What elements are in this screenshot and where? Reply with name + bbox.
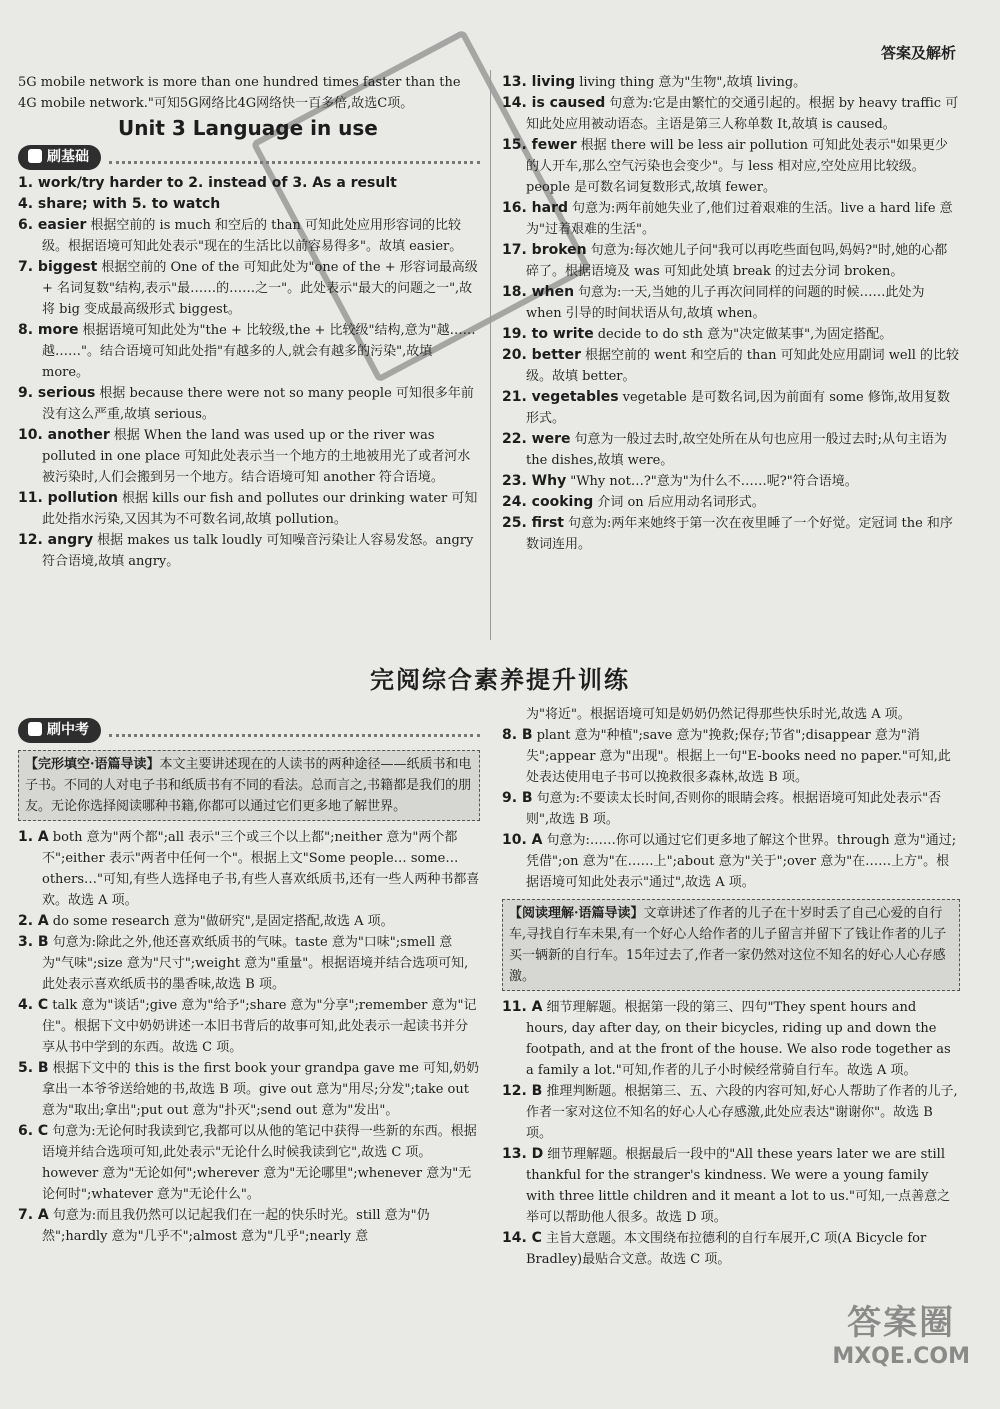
dotted-rule xyxy=(109,724,480,737)
guide-text: 文章讲述了作者的儿子在十岁时丢了自己心爱的自行车,寻找自行车未果,有一个好心人给作者的儿子留言并留下了钱让作者的儿子买一辆新的自行车。15年过去了,作者一家仍然对这位不知名的好心人心存感激。 xyxy=(509,906,947,984)
unit-title: Unit 3 Language in use xyxy=(118,116,378,140)
reading-guide xyxy=(502,899,960,991)
reading-guide xyxy=(18,750,480,821)
answer-item: 19. to write decide to do sth 意为"决定做某事",为固定搭配。 xyxy=(502,326,893,342)
site-watermark xyxy=(832,1295,970,1369)
answer-item: 7. biggest 根据空前的 One of the 可知此处为"one of the + 形容词最高级 + 名词复数"结构,表示"最……的……之一"。此处表示"最大的问题之一",故将 big 变成最高级形式 biggest。 xyxy=(18,259,478,317)
answer-item: 10. another 根据 When the land was used up or the river was polluted in one place 可知此处表示当一个地方的土地被用光了或者河水被污染时,人们会搬到另一个地方。结合语境可知 another 符合语境。 xyxy=(18,427,471,485)
answer-item: 24. cooking 介词 on 后应用动名词形式。 xyxy=(502,494,765,510)
answer-item: 4. C talk 意为"谈话";give 意为"给予";share 意为"分享";remember 意为"记住"。根据下文中奶奶讲述一本旧书背后的故事可知,此处表示一起读书并分享从书中学到的东西。故选 C 项。 xyxy=(18,997,477,1055)
answer-item: 16. hard 句意为:两年前她失业了,他们过着艰难的生活。live a hard life 意为"过着艰难的生活"。 xyxy=(502,200,953,237)
answer-item: 20. better 根据空前的 went 和空后的 than 可知此处应用副词 well 的比较级。故填 better。 xyxy=(502,347,960,384)
watermark-logo: 答案圈 xyxy=(847,1303,956,1343)
guide-text: 本文主要讲述现在的人读书的两种途径——纸质书和电子书。不同的人对电子书和纸质书有不同的看法。总而言之,书籍都是我们的朋友。无论你选择阅读哪种书籍,你都可以通过它们更多地了解世界。 xyxy=(25,757,472,814)
answer-item: 15. fewer 根据 there will be less air pollution 可知此处表示"如果更少的人开车,那么空气污染也会变少"。与 less 相对应,空处应用比较级。people 是可数名词复数形式,故填 fewer。 xyxy=(502,137,949,195)
column-divider xyxy=(490,70,491,640)
answer-item: 23. Why "Why not…?"意为"为什么不……呢?"符合语境。 xyxy=(502,473,858,489)
answer-item: 13. living living thing 意为"生物",故填 living。 xyxy=(502,74,807,90)
answer-item: 17. broken 句意为:每次她儿子问"我可以再吃些面包吗,妈妈?"时,她的心都碎了。根据语境及 was 可知此处填 break 的过去分词 broken。 xyxy=(502,242,948,279)
section-badge-row xyxy=(18,716,480,744)
answer-item: 2. A do some research 意为"做研究",是固定搭配,故选 A 项。 xyxy=(18,913,394,929)
answer-item: 11. pollution 根据 kills our fish and pollutes our drinking water 可知此处指水污染,又因其为不可数名词,故填 pollution。 xyxy=(18,490,478,527)
section-badge-row xyxy=(18,143,480,171)
answer-item: 18. when 句意为:一天,当她的儿子再次问同样的问题的时候……此处为 when 引导的时间状语从句,故填 when。 xyxy=(502,284,925,321)
answer-item: 3. B 句意为:除此之外,他还喜欢纸质书的气味。taste 意为"口味";smell 意为"气味";size 意为"尺寸";weight 意为"重量"。根据语境并结合选项可知,此处表示喜欢纸质书的墨香味,故选 B 项。 xyxy=(18,934,469,992)
pencil-icon xyxy=(28,149,42,163)
answer-item: 11. A 细节理解题。根据第一段的第三、四句"They spent hours and hours, day after day, on their bicycles, riding up and down the footpath, and at the front of the house. We also rode together as a family a lot."可知,作者的儿子小时候经常骑自行车。故选 A 项。 xyxy=(502,999,951,1078)
right-top-column xyxy=(502,72,960,555)
intro-text: 5G mobile network is more than one hundred times faster than the 4G mobile network."可知5G网络比4G网络快一百多倍,故选C项。 xyxy=(18,75,461,111)
guide-label: 【完形填空·语篇导读】 xyxy=(25,757,160,772)
answer-item: 8. B plant 意为"种植";save 意为"挽救;保存;节省";disappear 意为"消失";appear 意为"出现"。根据上一句"E-books need no paper."可知,此处表达使用电子书可以挽救很多森林,故选 B 项。 xyxy=(502,727,951,785)
dotted-rule xyxy=(109,151,480,164)
watermark-url: MXQE.COM xyxy=(832,1344,970,1369)
answer-item: 14. C 主旨大意题。本文围绕布拉德利的自行车展开,C 项(A Bicycle for Bradley)最贴合文意。故选 C 项。 xyxy=(502,1230,927,1267)
section-badge xyxy=(18,145,101,170)
answer-item: 12. angry 根据 makes us talk loudly 可知噪音污染让人容易发怒。angry 符合语境,故填 angry。 xyxy=(18,532,474,569)
answer-item: 25. first 句意为:两年来她终于第一次在夜里睡了一个好觉。定冠词 the 和序数词连用。 xyxy=(502,515,953,552)
page-header: 答案及解析 xyxy=(880,44,956,62)
answer-item: 22. were 句意为一般过去时,故空处所在从句也应用一般过去时;从句主语为 the dishes,故填 were。 xyxy=(502,431,948,468)
guide-label: 【阅读理解·语篇导读】 xyxy=(509,906,644,921)
answer-item: 5. B 根据下文中的 this is the first book your grandpa gave me 可知,奶奶拿出一本爷爷送给她的书,故选 B 项。give out 意为"用尽;分发";take out 意为"取出;拿出";put out 意为"扑灭";send out 意为"发出"。 xyxy=(18,1060,480,1118)
left-bottom-column xyxy=(18,721,480,1247)
answer-line: 1. work/try harder to 2. instead of 3. As a result xyxy=(18,175,397,191)
answer-item: 6. easier 根据空前的 is much 和空后的 than 可知此处应用形容词的比较级。根据语境可知此处表示"现在的生活比以前容易得多"。故填 easier。 xyxy=(18,217,463,254)
right-bottom-column xyxy=(502,704,960,1270)
answer-item: 7. A 句意为:而且我仍然可以记起我们在一起的快乐时光。still 意为"仍然";hardly 意为"几乎不";almost 意为"几乎";nearly 意 xyxy=(18,1207,430,1244)
section-title: 完阅综合素养提升训练 xyxy=(370,666,630,694)
continued-text: 为"将近"。根据语境可知是奶奶仍然记得那些快乐时光,故选 A 项。 xyxy=(526,707,911,722)
answer-item: 12. B 推理判断题。根据第三、五、六段的内容可知,好心人帮助了作者的儿子,作者一家对这位不知名的好心人心存感激,此处应表达"谢谢你"。故选 B 项。 xyxy=(502,1083,958,1141)
answer-item: 1. A both 意为"两个都";all 表示"三个或三个以上都";neither 意为"两个都不";either 表示"两者中任何一个"。根据上文"Some people… some… others…"可知,有些人选择电子书,有些人喜欢纸质书,还有一些人两种书都喜欢。故选 A 项。 xyxy=(18,829,480,908)
answer-item: 8. more 根据语境可知此处为"the + 比较级,the + 比较级"结构,意为"越……越……"。结合语境可知此处指"有越多的人,就会有越多的污染",故填 more。 xyxy=(18,322,476,380)
answer-item: 13. D 细节理解题。根据最后一段中的"All these years later we are still thankful for the stranger's kindness. We were a young family with three little children and it meant a lot to us."可知,一点善意之举可以帮助他人很多。故选 D 项。 xyxy=(502,1146,951,1225)
badge-label: 刷中考 xyxy=(47,721,89,738)
answer-item: 9. serious 根据 because there were not so many people 可知很多年前没有这么严重,故填 serious。 xyxy=(18,385,474,422)
pencil-icon xyxy=(28,722,42,736)
answer-item: 14. is caused 句意为:它是由繁忙的交通引起的。根据 by heavy traffic 可知此处应用被动语态。主语是第三人称单数 It,故填 is caused。 xyxy=(502,95,959,132)
answer-item: 9. B 句意为:不要读太长时间,否则你的眼睛会疼。根据语境可知此处表示"否则",故选 B 项。 xyxy=(502,790,942,827)
answer-item: 6. C 句意为:无论何时我读到它,我都可以从他的笔记中获得一些新的东西。根据语境并结合选项可知,此处表示"无论什么时候我读到它",故选 C 项。however 意为"无论如何";wherever 意为"无论哪里";whenever 意为"无论何时";whatever 意为"无论什么"。 xyxy=(18,1123,477,1202)
left-top-column xyxy=(18,72,480,572)
answer-item: 10. A 句意为:……你可以通过它们更多地了解这个世界。through 意为"通过;凭借";on 意为"在……上";about 意为"关于";over 意为"在……上方"。根据语境可知此处表示"通过",故选 A 项。 xyxy=(502,832,957,890)
badge-label: 刷基础 xyxy=(47,148,89,165)
answer-item: 21. vegetables vegetable 是可数名词,因为前面有 some 修饰,故用复数形式。 xyxy=(502,389,950,426)
answer-line: 4. share; with 5. to watch xyxy=(18,196,221,212)
section-badge xyxy=(18,718,101,743)
